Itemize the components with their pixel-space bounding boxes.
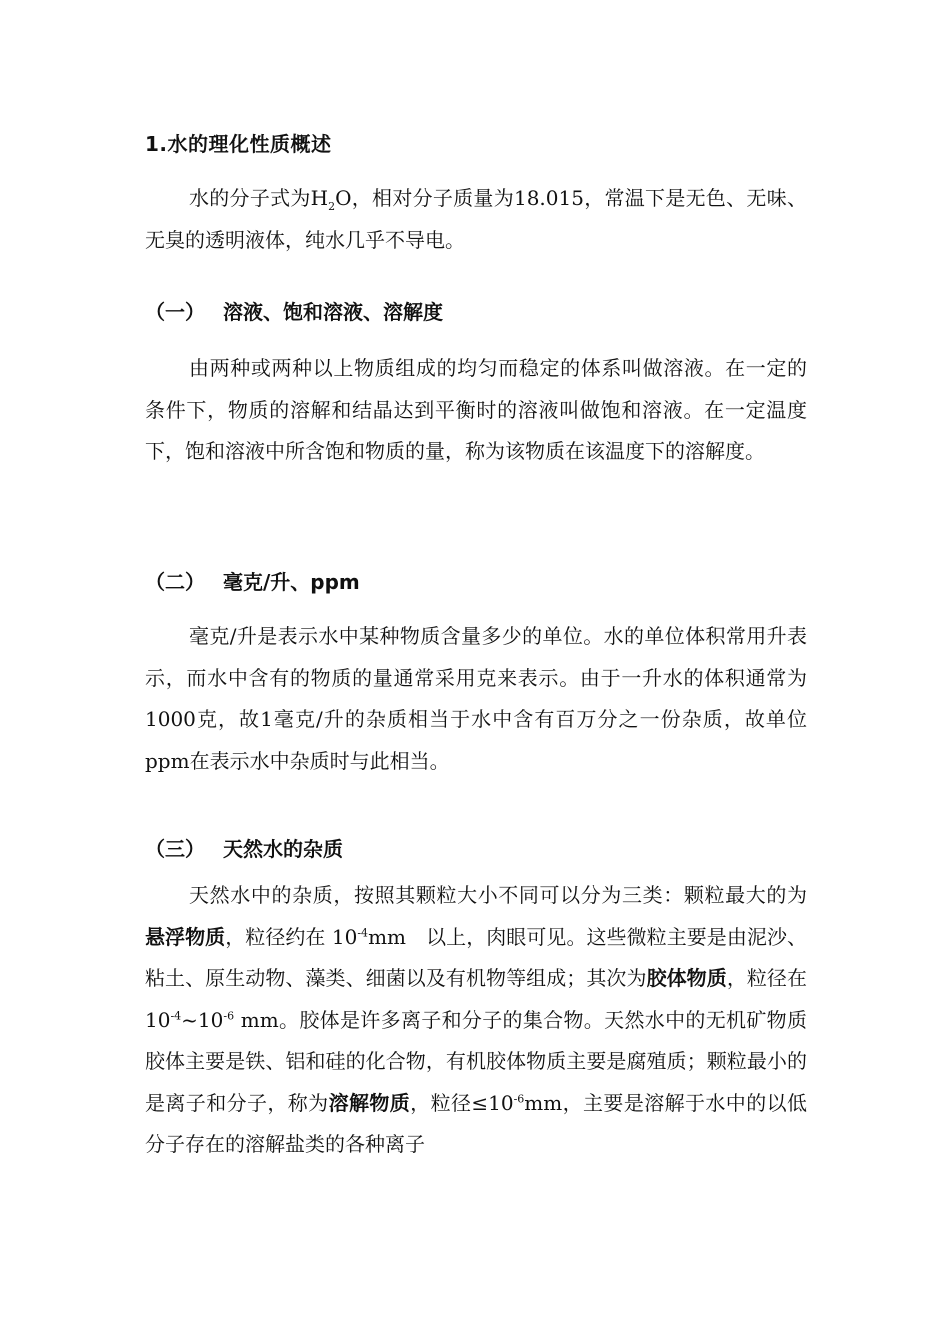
section-heading-3	[145, 833, 343, 862]
section-number-2: （二）	[145, 570, 205, 594]
section-title-3: 天然水的杂质	[223, 837, 343, 861]
section-title-1: 溶液、饱和溶液、溶解度	[223, 300, 443, 324]
section-number-1: （一）	[145, 300, 205, 324]
text-run: ，粒径≤10	[410, 1090, 514, 1115]
text-run: mm，主要是溶解于水中的以低分子存在的溶解盐类的各种离子	[145, 1090, 807, 1156]
section-text-2: 毫克/升是表示水中某种物质含量多少的单位。水的单位体积常用升表示，而水中含有的物质的量通常采用克来表示。由于一升水的体积通常为1000克，故1毫克/升的杂质相当于水中含有百万分之一份杂质，故单位ppm在表示水中杂质时与此相当。	[145, 624, 807, 773]
section-heading-1	[145, 296, 443, 325]
superscript: -6	[223, 1008, 235, 1022]
section-paragraph-3	[145, 875, 807, 1166]
subscript-2: 2	[328, 200, 336, 213]
section-paragraph-2	[145, 616, 807, 782]
superscript: -4	[357, 925, 369, 939]
text-run: 天然水中的杂质，按照其颗粒大小不同可以分为三类：颗粒最大的为	[189, 883, 807, 907]
term-dissolved-matter: 溶解物质	[328, 1090, 411, 1115]
term-colloid: 胶体物质	[646, 966, 727, 990]
superscript: -4	[170, 1008, 182, 1022]
page-title: 1.水的理化性质概述	[145, 132, 332, 156]
intro-paragraph	[145, 178, 807, 261]
intro-text-1: 水的分子式为H	[189, 186, 329, 210]
superscript: -6	[513, 1091, 525, 1105]
section-title-2: 毫克/升、ppm	[223, 570, 360, 594]
section-number-3: （三）	[145, 837, 205, 861]
section-paragraph-1	[145, 348, 807, 473]
text-run: ，粒径约在 10	[225, 924, 358, 949]
intro-text-2: O，相对分子质量为18.015，常温下是无色、无味、无臭的透明液体，纯水几乎不导电。	[145, 186, 807, 252]
text-run: ，粒径在 10	[145, 966, 807, 1032]
term-suspended-matter: 悬浮物质	[145, 924, 226, 949]
section-text-1: 由两种或两种以上物质组成的均匀而稳定的体系叫做溶液。在一定的条件下，物质的溶解和结晶达到平衡时的溶液叫做饱和溶液。在一定温度下，饱和溶液中所含饱和物质的量，称为该物质在该温度下的溶解度。	[145, 356, 807, 463]
text-run: mm 以上，肉眼可见。这些微粒主要是由泥沙、粘土、原生动物、藻类、细菌以及有机物等组成；其次为	[145, 924, 808, 990]
text-run: mm。胶体是许多离子和分子的集合物。天然水中的无机矿物质胶体主要是铁、铝和硅的化合物，有机胶体物质主要是腐殖质；颗粒最小的是离子和分子，称为	[145, 1007, 807, 1115]
text-run: ~10	[181, 1007, 224, 1032]
section-heading-2	[145, 566, 360, 595]
